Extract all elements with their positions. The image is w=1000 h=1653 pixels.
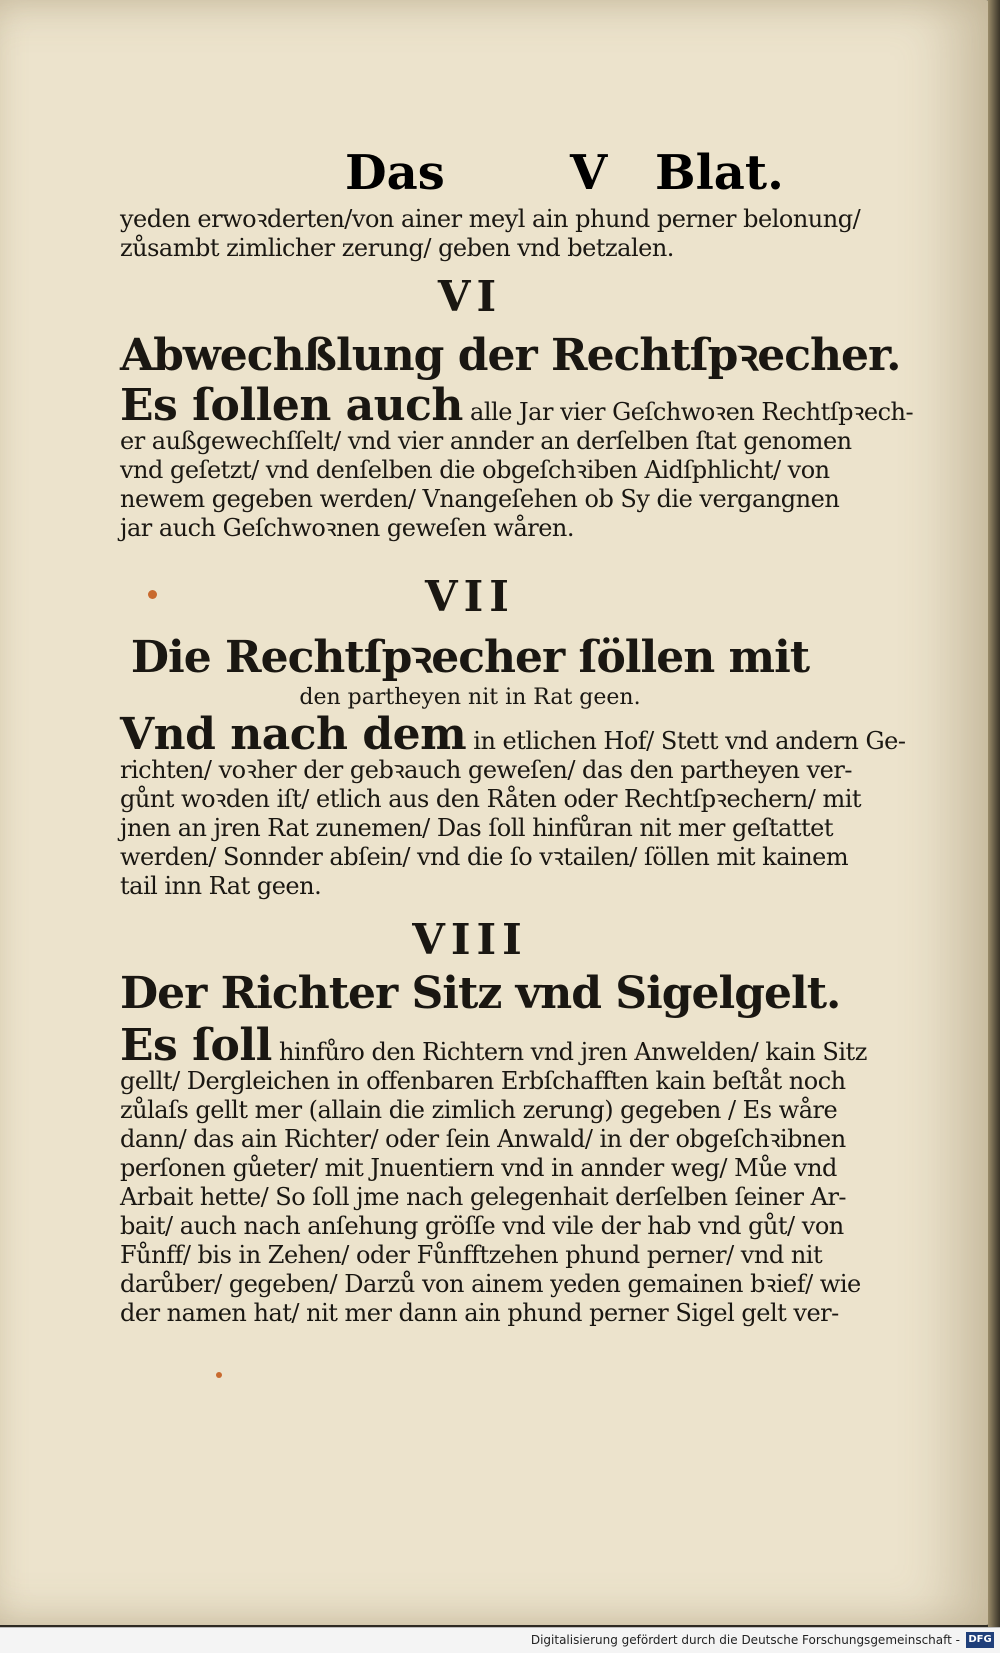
book-edge [988,0,1000,1628]
text-line: perſonen gůeter/ mit Jnuentiern vnd in annder weg/ Můe vnd [120,1154,837,1182]
section-vi [120,272,914,543]
footer-credit: Digitalisierung gefördert durch die Deutsche Forschungsgemeinschaft - [530,1633,960,1647]
text-line: tail inn Rat geen. [120,872,322,900]
section-numeral: VII [425,572,515,621]
text-line: Fůnff/ bis in Zehen/ oder Fůnfftzehen phund perner/ vnd nit [120,1241,823,1269]
text-line: jnen an jren Rat zunemen/ Das ſoll hinfůran nit mer geſtattet [120,814,833,842]
text-line: der namen hat/ nit mer dann ain phund perner Sigel gelt ver- [120,1299,839,1327]
text-line: gellt/ Dergleichen in offenbaren Erbſchafften kain beſtåt noch [120,1067,846,1095]
section-title: Der Richter Sitz vnd Sigelgelt. [120,968,841,1019]
section-initial: Es ſollen auch [120,380,463,431]
header-right: Blat. [655,145,784,201]
section-initial: Es ſoll [120,1020,272,1071]
ink-spot [216,1372,222,1378]
text-line: zůsambt zimlicher zerung/ geben vnd betzalen. [120,234,674,262]
footer-bar [0,1627,1000,1653]
section-initial: Vnd nach dem [120,709,467,760]
text-line: richten/ voꝛher der gebꝛauch geweſen/ das den partheyen ver- [120,756,852,784]
text-line: gůnt woꝛden iſt/ etlich aus den Råten oder Rechtſpꝛechern/ mit [120,785,862,813]
section-viii [120,915,867,1328]
dfg-logo[interactable]: DFG [966,1632,994,1648]
text-line: in etlichen Hof/ Stett vnd andern Ge- [466,727,906,755]
text-line: newem gegeben werden/ Vnangeſehen ob Sy die vergangnen [120,485,840,513]
section-title: Die Rechtſpꝛecher ſöllen mit [130,632,810,683]
text-line: vnd geſetzt/ vnd denſelben die obgeſchꝛiben Aidſphlicht/ von [120,456,830,484]
intro-paragraph [120,205,861,263]
header-left: Das [345,145,445,201]
ink-spot [148,590,157,599]
page-header [345,145,784,205]
text-line: darůber/ gegeben/ Darzů von ainem yeden gemainen bꝛief/ wie [120,1270,861,1298]
text-line: hinfůro den Richtern vnd jren Anwelden/ kain Sitz [271,1038,867,1066]
text-line: er außgewechſſelt/ vnd vier annder an derſelben ſtat genomen [120,427,852,455]
text-line: zůlaſs gellt mer (allain die zimlich zerung) gegeben / Es wåre [120,1096,838,1124]
section-numeral: VI [437,272,503,321]
section-numeral: VIII [412,915,528,964]
section-title: Abwechßlung der Rechtſpꝛecher. [120,330,901,381]
header-folio: V [570,145,608,201]
text-line: dann/ das ain Richter/ oder ſein Anwald/ in der obgeſchꝛibnen [120,1125,846,1153]
text-line: yeden erwoꝛderten/von ainer meyl ain phund perner belonung/ [120,205,861,233]
section-subtitle: den partheyen nit in Rat geen. [299,685,641,710]
text-line: Arbait hette/ So ſoll jme nach gelegenhait derſelben ſeiner Ar- [120,1183,847,1211]
text-line: jar auch Geſchwoꝛnen geweſen wåren. [120,514,575,542]
text-line: bait/ auch nach anſehung gröſſe vnd vile der hab vnd gůt/ von [120,1212,844,1240]
section-vii [120,572,906,901]
text-line: alle Jar vier Geſchwoꝛen Rechtſpꝛech- [462,398,914,426]
text-line: werden/ Sonnder abſein/ vnd die ſo vꝛtailen/ ſöllen mit kainem [120,843,849,871]
